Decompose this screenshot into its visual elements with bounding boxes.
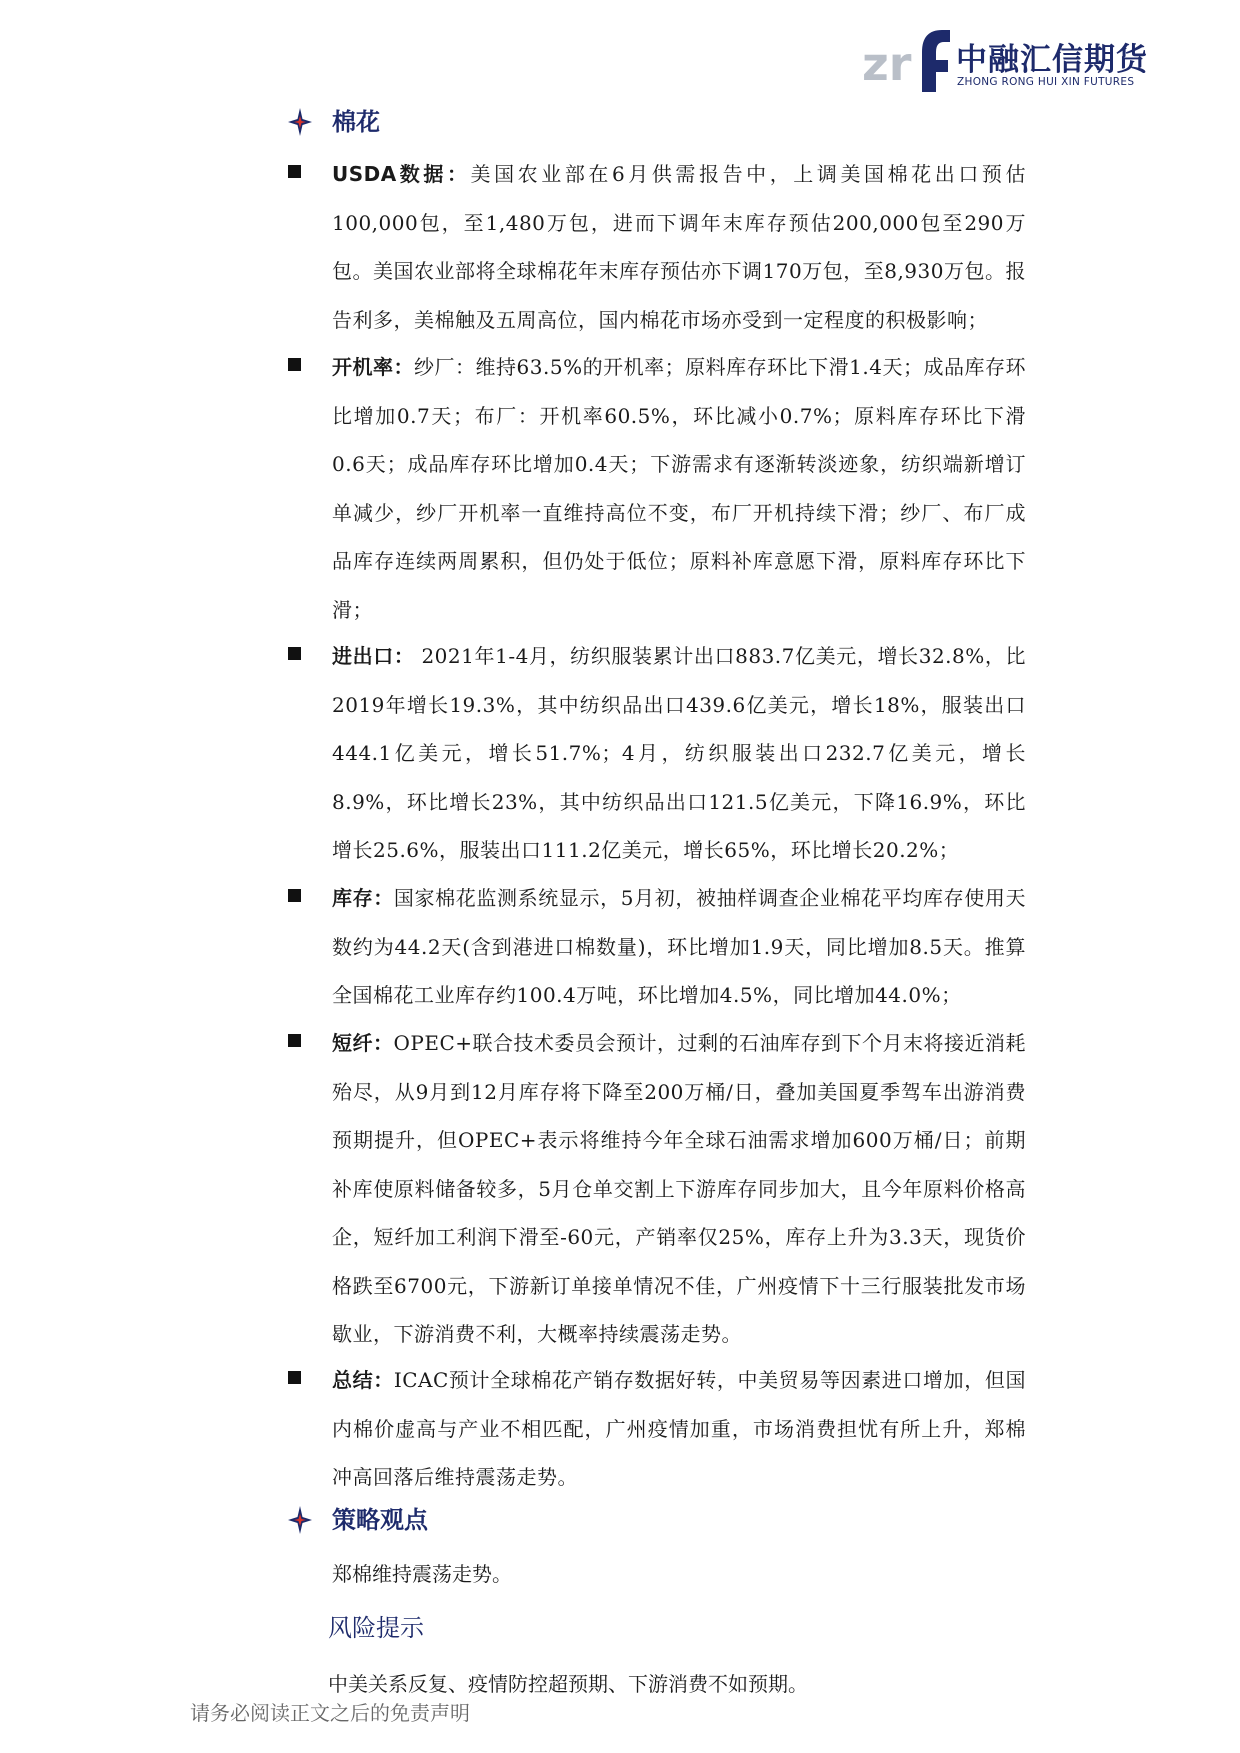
risk-text: 中美关系反复、疫情防控超预期、下游消费不如预期。 xyxy=(328,1672,808,1696)
square-bullet-icon xyxy=(288,1371,301,1384)
risk-title: 风险提示 xyxy=(328,1614,424,1642)
list-item-staple-fiber xyxy=(288,1019,1026,1359)
strategy-text: 郑棉维持震荡走势。 xyxy=(332,1562,512,1586)
list-item-usda xyxy=(288,150,1026,344)
item-label: 总结： xyxy=(332,1368,394,1392)
square-bullet-icon xyxy=(288,647,301,660)
square-bullet-icon xyxy=(288,889,301,902)
item-text: 纱厂：维持63.5%的开机率；原料库存环比下滑1.4天；成品库存环比增加0.7天；布厂：开机率60.5%，环比减小0.7%；原料库存环比下滑0.6天；成品库存环比增加0.4天；下游需求有逐渐转淡迹象，纺织端新增订单减少，纱厂开机率一直维持高位不变，布厂开机持续下滑；纱厂、布厂成品库存连续两周累积，但仍处于低位；原料补库意愿下滑，原料库存环比下滑； xyxy=(332,355,1027,622)
section-title: 棉花 xyxy=(332,108,380,136)
item-label: 开机率： xyxy=(332,355,415,379)
square-bullet-icon xyxy=(288,1034,301,1047)
item-text: 2021年1-4月，纺织服装累计出口883.7亿美元，增长32.8%，比2019年增长19.3%，其中纺织品出口439.6亿美元，增长18%，服装出口444.1亿美元，增长51.7%；4月，纺织服装出口232.7亿美元，增长8.9%，环比增长23%，其中纺织品出口121.5亿美元，下降16.9%，环比增长25.6%，服装出口111.2亿美元，增长65%，环比增长20.2%； xyxy=(332,644,1026,862)
item-text: ICAC预计全球棉花产销存数据好转，中美贸易等因素进口增加，但国内棉价虚高与产业不相匹配，广州疫情加重，市场消费担忧有所上升，郑棉冲高回落后维持震荡走势。 xyxy=(332,1368,1026,1489)
item-text: 美国农业部在6月供需报告中，上调美国棉花出口预估100,000包，至1,480万包，进而下调年末库存预估200,000包至290万包。美国农业部将全球棉花年末库存预估亦下调170万包，至8,930万包。报告利多，美棉触及五周高位，国内棉花市场亦受到一定程度的积极影响； xyxy=(332,162,1026,332)
list-item-import-export xyxy=(288,632,1026,875)
logo-chinese-name: 中融汇信期货 xyxy=(956,42,1148,78)
item-label: USDA数据： xyxy=(332,162,471,186)
zrf-logo-mark-icon xyxy=(860,22,952,94)
item-label: 进出口： xyxy=(332,644,415,668)
four-point-star-icon xyxy=(288,1506,312,1534)
company-logo xyxy=(860,22,1150,94)
list-item-summary xyxy=(288,1356,1026,1502)
logo-english-name: ZHONG RONG HUI XIN FUTURES xyxy=(957,76,1135,88)
svg-text:zr: zr xyxy=(862,37,912,91)
item-label: 短纤： xyxy=(332,1031,394,1055)
item-text: OPEC+联合技术委员会预计，过剩的石油库存到下个月末将接近消耗殆尽，从9月到12月库存将下降至200万桶/日，叠加美国夏季驾车出游消费预期提升，但OPEC+表示将维持今年全球石油需求增加600万桶/日；前期补库使原料储备较多，5月仓单交割上下游库存同步加大，且今年原料价格高企，短纤加工利润下滑至-60元，产销率仅25%，库存上升为3.3天，现货价格跌至6700元，下游新订单接单情况不佳，广州疫情下十三行服装批发市场歇业，下游消费不利，大概率持续震荡走势。 xyxy=(332,1031,1027,1346)
square-bullet-icon xyxy=(288,358,301,371)
footer-disclaimer: 请务必阅读正文之后的免责声明 xyxy=(190,1701,470,1725)
section-title: 策略观点 xyxy=(332,1506,428,1534)
square-bullet-icon xyxy=(288,165,301,178)
item-label: 库存： xyxy=(332,886,394,910)
item-text: 国家棉花监测系统显示，5月初，被抽样调查企业棉花平均库存使用天数约为44.2天(含到港进口棉数量)，环比增加1.9天，同比增加8.5天。推算全国棉花工业库存约100.4万吨，环比增加4.5%，同比增加44.0%； xyxy=(332,886,1026,1007)
four-point-star-icon xyxy=(288,108,312,136)
list-item-inventory xyxy=(288,874,1026,1020)
list-item-operating-rate xyxy=(288,343,1026,634)
